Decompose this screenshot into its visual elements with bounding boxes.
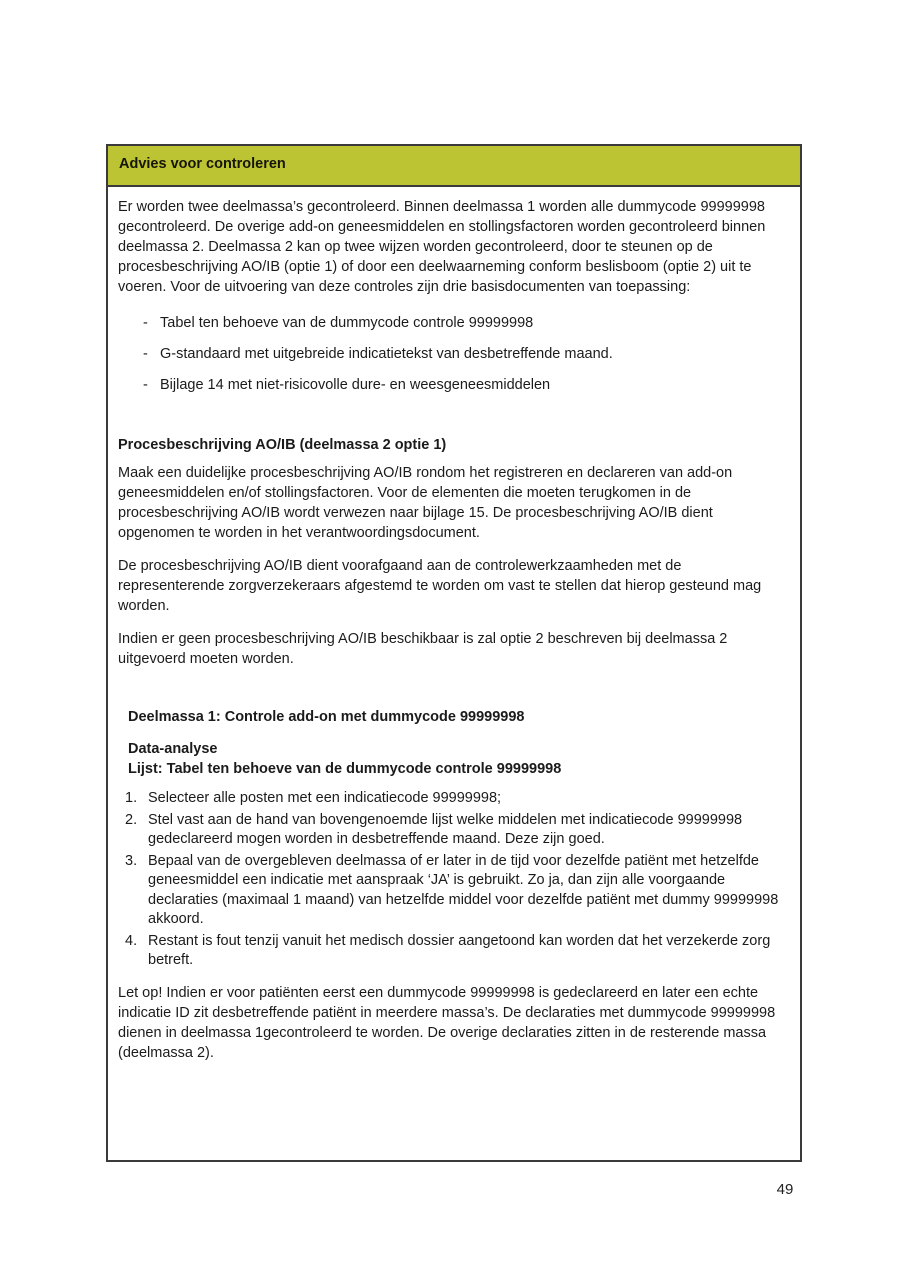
bullet-list	[118, 313, 783, 395]
dash-bullet-marker: -	[143, 377, 148, 393]
step-number: 4.	[125, 932, 138, 949]
paragraph: Maak een duidelijke procesbeschrijving AO/IB rondom het registreren en declareren van add-on geneesmiddelen en/of stollingsfactoren. Voor de elementen die moeten terugkomen in de procesbeschrijving AO/IB wordt verwezen naar bijlage 15. De procesbeschrijving AO/IB dient opgenomen te worden in het verantwoordingsdocument.	[118, 465, 733, 541]
dash-bullet-marker: -	[143, 346, 148, 362]
step-text: Bepaal van de overgebleven deelmassa of er later in de tijd voor dezelfde patiënt met hetzelfde geneesmiddel een indicatie met aanspraak ‘JA’ is gebruikt. Zo ja, dan zijn alle voorgaande declaraties (maximaal 1 maand) van hetzelfde middel voor dezelfde patiënt met dummy 99999998 akkoord.	[148, 852, 779, 927]
step-number: 2.	[125, 811, 138, 828]
subheading-lijst: Lijst: Tabel ten behoeve van de dummycode controle 99999998	[128, 761, 562, 777]
bullet-text: G-standaard met uitgebreide indicatietekst van desbetreffende maand.	[160, 346, 613, 362]
step-item	[118, 811, 783, 850]
step-item	[118, 789, 783, 809]
step-item	[118, 932, 783, 971]
note-paragraph: Let op! Indien er voor patiënten eerst een dummycode 99999998 is gedeclareerd en later een echte indicatie ID zit desbetreffende patiënt in meerdere massa’s. De declaraties met dummycode 99999998 dienen in deelmassa 1gecontroleerd te worden. De overige declaraties zitten in de resterende massa (deelmassa 2).	[118, 984, 776, 1061]
intro-paragraph: Er worden twee deelmassa’s gecontroleerd. Binnen deelmassa 1 worden alle dummycode 99999998 gecontroleerd. De overige add-on geneesmiddelen en stollingsfactoren worden gecontroleerd binnen deelmassa 2. Deelmassa 2 kan op twee wijzen worden gecontroleerd, door te steunen op de procesbeschrijving AO/IB (optie 1) of door een deelwaarneming conform beslisboom (optie 2) uit te voeren. Voor de uitvoering van deze controles zijn drie basisdocumenten van toepassing:	[118, 199, 766, 295]
numbered-step-list	[118, 789, 783, 971]
bullet-item	[118, 344, 783, 364]
step-text: Restant is fout tenzij vanuit het medisch dossier aangetoond kan worden dat het verzekerde zorg betreft.	[148, 932, 771, 968]
step-text: Selecteer alle posten met een indicatiecode 99999998;	[148, 790, 502, 806]
advice-box	[106, 144, 802, 1162]
step-number: 1.	[125, 790, 138, 806]
paragraph: Indien er geen procesbeschrijving AO/IB beschikbaar is zal optie 2 beschreven bij deelmassa 2 uitgevoerd moeten worden.	[118, 631, 728, 667]
dash-bullet-marker: -	[143, 315, 148, 331]
section-heading-deelmassa1: Deelmassa 1: Controle add-on met dummycode 99999998	[128, 709, 525, 725]
page-number: 49	[776, 1181, 794, 1198]
step-item	[118, 852, 783, 930]
advice-header	[108, 146, 800, 187]
paragraph: De procesbeschrijving AO/IB dient voorafgaand aan de controlewerkzaamheden met de representerende zorgverzekeraars afgestemd te worden om vast te stellen dat hierop gesteund mag worden.	[118, 558, 762, 614]
subheading-data-analyse: Data-analyse	[128, 741, 218, 757]
subheading-block	[128, 739, 783, 779]
step-number: 3.	[125, 852, 138, 869]
step-text: Stel vast aan de hand van bovengenoemde lijst welke middelen met indicatiecode 99999998 gedeclareerd mogen worden in desbetreffende maand. Deze zijn goed.	[148, 811, 743, 847]
advice-body	[108, 187, 800, 1063]
bullet-text: Tabel ten behoeve van de dummycode controle 99999998	[160, 315, 534, 331]
bullet-text: Bijlage 14 met niet-risicovolle dure- en weesgeneesmiddelen	[160, 377, 551, 393]
advice-header-title: Advies voor controleren	[119, 156, 286, 172]
bullet-item	[118, 313, 783, 333]
section-heading-procesbeschrijving: Procesbeschrijving AO/IB (deelmassa 2 optie 1)	[118, 437, 447, 453]
bullet-item	[118, 375, 783, 395]
